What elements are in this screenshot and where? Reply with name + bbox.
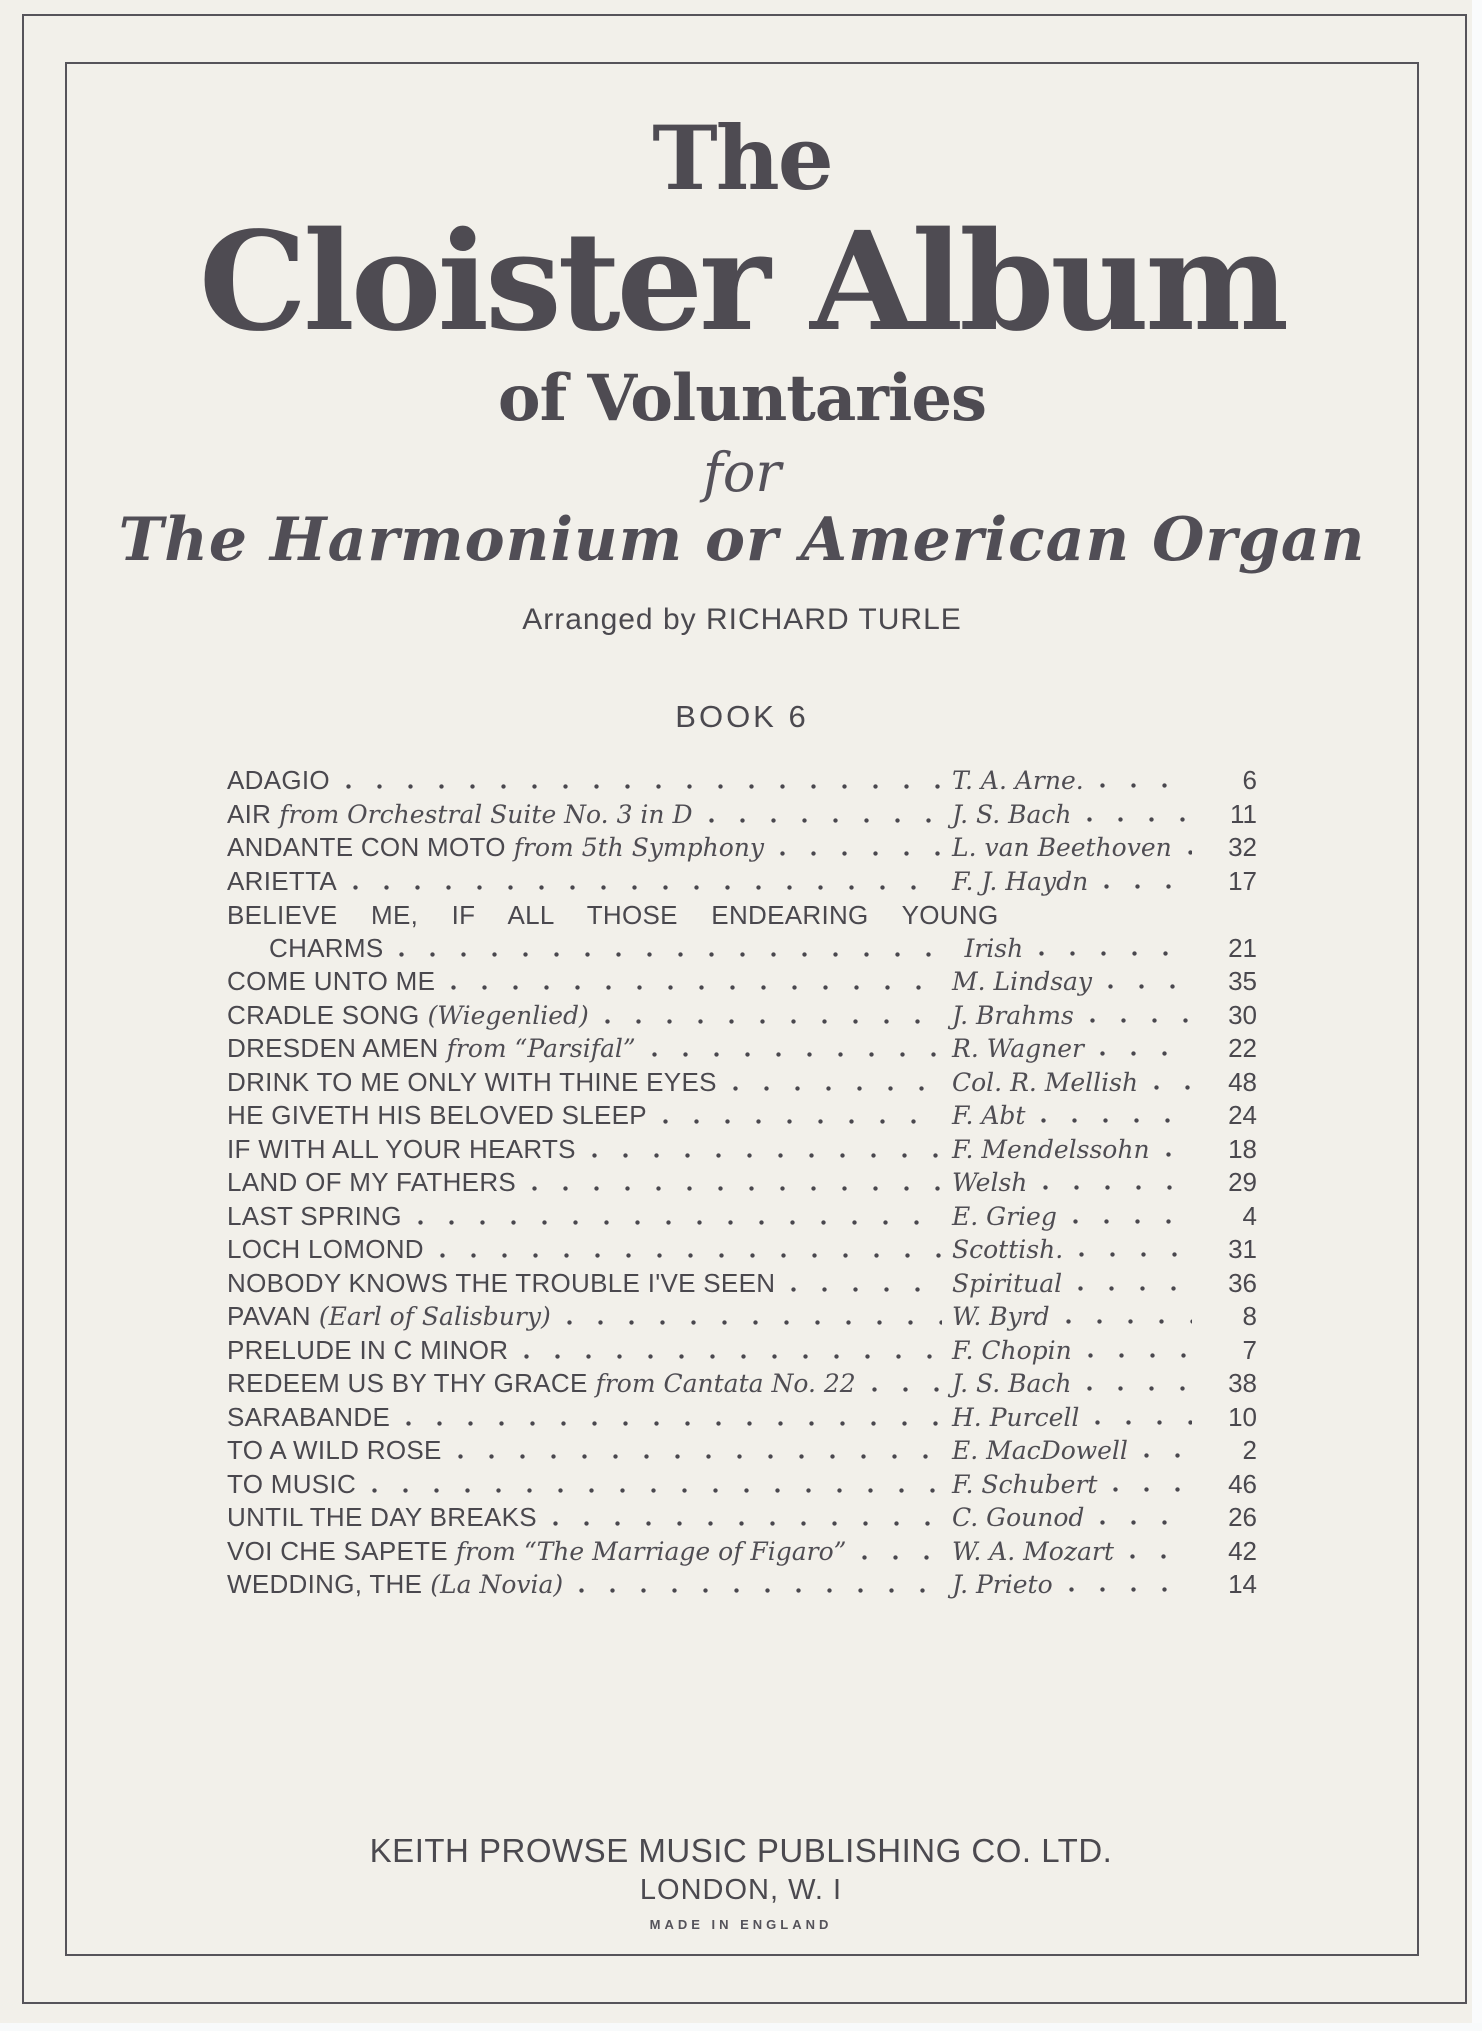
toc-row: [227, 1167, 1257, 1201]
page-number: 4: [1242, 1200, 1257, 1231]
dot-leader: [1108, 984, 1192, 989]
piece-subtitle: from “The Marriage of Figaro”: [455, 1536, 847, 1566]
dot-leader: [1090, 1018, 1192, 1023]
dot-leader: [1069, 1587, 1192, 1592]
toc-row: [227, 1201, 1257, 1235]
dot-leader: [709, 818, 942, 823]
dot-leader: [524, 1354, 942, 1359]
piece-title-wrapped: BELIEVE ME, IF ALL THOSE ENDEARING YOUNG: [227, 900, 999, 931]
toc-row: [227, 1469, 1257, 1503]
album-title-subtitle: of Voluntaries: [497, 360, 987, 436]
dot-leader: [372, 1488, 942, 1493]
toc-row: [227, 1435, 1257, 1469]
dot-leader: [1095, 1420, 1192, 1425]
dot-leader: [1100, 1051, 1192, 1056]
composer-cell: [952, 1503, 1202, 1532]
page-number: 29: [1228, 1167, 1257, 1198]
composer-cell: [952, 1302, 1202, 1331]
dot-leader: [1087, 1386, 1192, 1391]
piece-title: DRINK TO ME ONLY WITH THINE EYES: [227, 1066, 717, 1097]
composer-cell: [952, 766, 1202, 795]
piece-title: ARIETTA: [227, 865, 337, 896]
page-number: 14: [1228, 1569, 1257, 1600]
album-title-main: Cloister Album: [198, 202, 1286, 363]
dot-leader: [663, 1119, 942, 1124]
toc-row: [227, 1268, 1257, 1302]
page-number: 36: [1228, 1267, 1257, 1298]
page-number: 21: [1228, 932, 1257, 963]
composer-name: Spiritual: [952, 1268, 1063, 1298]
toc-row: [227, 1301, 1257, 1335]
dot-leader: [1100, 1520, 1192, 1525]
page-number: 17: [1228, 865, 1257, 896]
piece-subtitle: from “Parsifal”: [446, 1034, 636, 1064]
composer-name: F. Chopin: [952, 1335, 1072, 1365]
page-number: 7: [1242, 1334, 1257, 1365]
composer-name: W. Byrd: [952, 1302, 1050, 1332]
piece-title: WEDDING, THE: [227, 1569, 423, 1600]
toc-row: [227, 1134, 1257, 1168]
piece-title: PRELUDE IN C MINOR: [227, 1334, 509, 1365]
dot-leader: [862, 1555, 942, 1560]
dot-leader: [1043, 1185, 1192, 1190]
composer-cell: [952, 1135, 1202, 1164]
toc-row: [227, 1067, 1257, 1101]
page-number: 8: [1242, 1301, 1257, 1332]
dot-leader: [532, 1186, 942, 1191]
dot-leader: [579, 1588, 942, 1593]
publisher-name: KEITH PROWSE MUSIC PUBLISHING CO. LTD.: [369, 1832, 1113, 1869]
composer-cell: [952, 1570, 1202, 1599]
composer-cell: [952, 1269, 1202, 1298]
page-number: 48: [1228, 1066, 1257, 1097]
piece-subtitle: (La Novia): [430, 1570, 564, 1600]
toc-row: [227, 1000, 1257, 1034]
composer-name: C. Gounod: [952, 1503, 1085, 1533]
page-number: 26: [1228, 1502, 1257, 1533]
piece-title: REDEEM US BY THY GRACE: [227, 1368, 588, 1399]
piece-title-cell: [227, 866, 952, 897]
piece-title: HE GIVETH HIS BELOVED SLEEP: [227, 1100, 647, 1131]
piece-title: UNTIL THE DAY BREAKS: [227, 1502, 537, 1533]
dot-leader: [1078, 1286, 1192, 1291]
composer-name: H. Purcell: [952, 1402, 1080, 1432]
page-content: [67, 64, 1417, 1954]
toc-row: [227, 866, 1257, 900]
composer-cell: [952, 1336, 1202, 1365]
piece-title-cell: [227, 1000, 952, 1031]
composer-cell: [952, 1202, 1202, 1231]
page-number: 30: [1228, 999, 1257, 1030]
composer-cell: [952, 1068, 1202, 1097]
dot-leader: [1088, 1353, 1192, 1358]
page-number: 35: [1228, 966, 1257, 997]
piece-title-cell: [227, 1033, 952, 1064]
scan-edge: [1472, 0, 1482, 2031]
piece-title: CRADLE SONG: [227, 999, 420, 1030]
piece-title: COME UNTO ME: [227, 966, 436, 997]
toc-row: [227, 1502, 1257, 1536]
page-number: 46: [1228, 1468, 1257, 1499]
piece-title: TO A WILD ROSE: [227, 1435, 442, 1466]
dot-leader: [567, 1320, 942, 1325]
composer-cell: [964, 934, 1204, 963]
piece-subtitle: (Wiegenlied): [427, 1000, 589, 1030]
dot-leader: [1144, 1453, 1192, 1458]
piece-subtitle: (Earl of Salisbury): [318, 1302, 551, 1332]
composer-cell: [952, 967, 1202, 996]
piece-title-cell: [227, 1469, 952, 1500]
composer-cell: [952, 800, 1202, 829]
dot-leader: [399, 952, 954, 957]
composer-name: J. S. Bach: [952, 799, 1072, 829]
toc-row: [227, 1234, 1257, 1268]
piece-title: ANDANTE CON MOTO: [227, 832, 506, 863]
composer-name: T. A. Arne.: [952, 766, 1084, 796]
piece-title: IF WITH ALL YOUR HEARTS: [227, 1133, 576, 1164]
piece-title-cell: [227, 832, 952, 863]
dot-leader: [1066, 1319, 1192, 1324]
piece-subtitle: from Orchestral Suite No. 3 in D: [279, 799, 693, 829]
piece-title-cell: [227, 966, 952, 997]
composer-name: Irish: [964, 933, 1024, 963]
piece-title: PAVAN: [227, 1301, 311, 1332]
page-number: 31: [1228, 1234, 1257, 1265]
dot-leader: [872, 1387, 942, 1392]
piece-title: LAST SPRING: [227, 1200, 402, 1231]
composer-name: W. A. Mozart: [952, 1536, 1114, 1566]
composer-name: J. Prieto: [952, 1570, 1053, 1600]
composer-name: M. Lindsay: [952, 967, 1093, 997]
piece-title: SARABANDE: [227, 1401, 391, 1432]
composer-name: F. Mendelssohn: [952, 1134, 1150, 1164]
dot-leader: [418, 1220, 942, 1225]
toc-row: [227, 1368, 1257, 1402]
composer-name: L. van Beethoven: [952, 833, 1172, 863]
composer-name: Welsh: [952, 1168, 1028, 1198]
composer-cell: [952, 1168, 1202, 1197]
toc-row: [227, 1033, 1257, 1067]
publisher-city: LONDON, W. I: [639, 1874, 843, 1906]
piece-title-cell: [227, 1569, 952, 1600]
composer-name: E. Grieg: [952, 1201, 1057, 1231]
dot-leader: [346, 784, 942, 789]
dot-leader: [1039, 951, 1194, 956]
dot-leader: [1130, 1554, 1192, 1559]
page-number: 38: [1228, 1368, 1257, 1399]
piece-title-cell: [227, 1100, 952, 1131]
instrument-line: The Harmonium or American Organ: [118, 505, 1366, 576]
album-title-the: The: [652, 106, 832, 210]
piece-title: AIR: [227, 798, 272, 829]
toc-row: [227, 1335, 1257, 1369]
piece-subtitle: from Cantata No. 22: [595, 1369, 856, 1399]
composer-name: Scottish.: [952, 1235, 1064, 1265]
page-number: 32: [1228, 832, 1257, 863]
made-in-england-mark: MADE IN ENGLAND: [649, 1917, 833, 1932]
title-connector-for: for: [702, 441, 782, 505]
dot-leader: [1079, 1252, 1192, 1257]
piece-title-cell: [227, 1301, 952, 1332]
arranger-credit: Arranged by RICHARD TURLE: [522, 603, 962, 637]
scan-edge: [0, 2023, 1482, 2031]
dot-leader: [1087, 817, 1192, 822]
dot-leader: [652, 1052, 942, 1057]
page-number: 2: [1242, 1435, 1257, 1466]
composer-cell: [952, 1369, 1202, 1398]
toc-row: [227, 1536, 1257, 1570]
toc-row: [227, 799, 1257, 833]
composer-cell: [952, 1403, 1202, 1432]
piece-title-cell: [227, 1134, 952, 1165]
piece-title-cell: [227, 1268, 952, 1299]
piece-title-cell: [227, 765, 952, 796]
composer-cell: [952, 1537, 1202, 1566]
dot-leader: [440, 1253, 942, 1258]
composer-cell: [952, 867, 1202, 896]
composer-cell: [952, 1470, 1202, 1499]
dot-leader: [1100, 783, 1192, 788]
piece-title: VOI CHE SAPETE: [227, 1535, 448, 1566]
dot-leader: [1166, 1152, 1192, 1157]
composer-name: F. Schubert: [952, 1469, 1098, 1499]
piece-title: ADAGIO: [227, 765, 330, 796]
piece-title-cell: [227, 1167, 952, 1198]
composer-name: J. Brahms: [952, 1000, 1074, 1030]
dot-leader: [1104, 884, 1192, 889]
composer-name: J. S. Bach: [952, 1369, 1072, 1399]
composer-cell: [952, 1436, 1202, 1465]
toc-row: [227, 832, 1257, 866]
dot-leader: [451, 985, 942, 990]
dot-leader: [605, 1019, 942, 1024]
piece-title: NOBODY KNOWS THE TROUBLE I'VE SEEN: [227, 1267, 776, 1298]
page-number: 10: [1228, 1401, 1257, 1432]
piece-title: CHARMS: [269, 932, 384, 963]
composer-name: Col. R. Mellish: [952, 1067, 1139, 1097]
composer-name: R. Wagner: [952, 1034, 1084, 1064]
piece-title-cell: [227, 1067, 952, 1098]
dot-leader: [353, 885, 942, 890]
toc-row: [227, 1100, 1257, 1134]
toc-row: [227, 1569, 1257, 1603]
toc-row: [227, 765, 1257, 799]
toc-row: [227, 966, 1257, 1000]
piece-title-cell: [227, 1435, 952, 1466]
composer-name: F. Abt: [952, 1101, 1026, 1131]
piece-title: TO MUSIC: [227, 1468, 357, 1499]
dot-leader: [458, 1454, 942, 1459]
publisher-footer: [0, 1832, 1482, 1932]
piece-title-cell: [227, 1234, 952, 1265]
toc-row: [227, 933, 1257, 967]
composer-cell: [952, 1034, 1202, 1063]
dot-leader: [406, 1421, 942, 1426]
piece-title-cell: [227, 933, 964, 964]
piece-title-cell: [227, 799, 952, 830]
piece-title: DRESDEN AMEN: [227, 1033, 439, 1064]
dot-leader: [780, 851, 942, 856]
book-number-heading: BOOK 6: [675, 699, 809, 735]
composer-cell: [952, 1001, 1202, 1030]
composer-cell: [952, 1101, 1202, 1130]
table-of-contents: [227, 765, 1257, 1603]
dot-leader: [1113, 1487, 1192, 1492]
piece-subtitle: from 5th Symphony: [513, 833, 765, 863]
page-number: 18: [1228, 1133, 1257, 1164]
piece-title-cell: [227, 1335, 952, 1366]
page-number: 11: [1230, 798, 1257, 829]
dot-leader: [1041, 1118, 1192, 1123]
toc-row: [227, 1402, 1257, 1436]
piece-title-cell: [227, 1368, 952, 1399]
piece-title-cell: [227, 1536, 952, 1567]
piece-title-cell: [227, 1502, 952, 1533]
page-number: 6: [1242, 765, 1257, 796]
dot-leader: [1188, 850, 1192, 855]
composer-cell: [952, 833, 1202, 862]
page-number: 42: [1228, 1535, 1257, 1566]
composer-name: F. J. Haydn: [952, 866, 1089, 896]
piece-title-cell: [227, 1402, 952, 1433]
dot-leader: [592, 1153, 942, 1158]
dot-leader: [791, 1287, 942, 1292]
page-number: 22: [1228, 1033, 1257, 1064]
composer-cell: [952, 1235, 1202, 1264]
piece-title: LAND OF MY FATHERS: [227, 1167, 517, 1198]
composer-name: E. MacDowell: [952, 1436, 1128, 1466]
dot-leader: [1154, 1085, 1192, 1090]
dot-leader: [733, 1086, 942, 1091]
dot-leader: [1073, 1219, 1192, 1224]
piece-title: LOCH LOMOND: [227, 1234, 424, 1265]
page-number: 24: [1228, 1100, 1257, 1131]
dot-leader: [553, 1521, 942, 1526]
piece-title-cell: [227, 1201, 952, 1232]
